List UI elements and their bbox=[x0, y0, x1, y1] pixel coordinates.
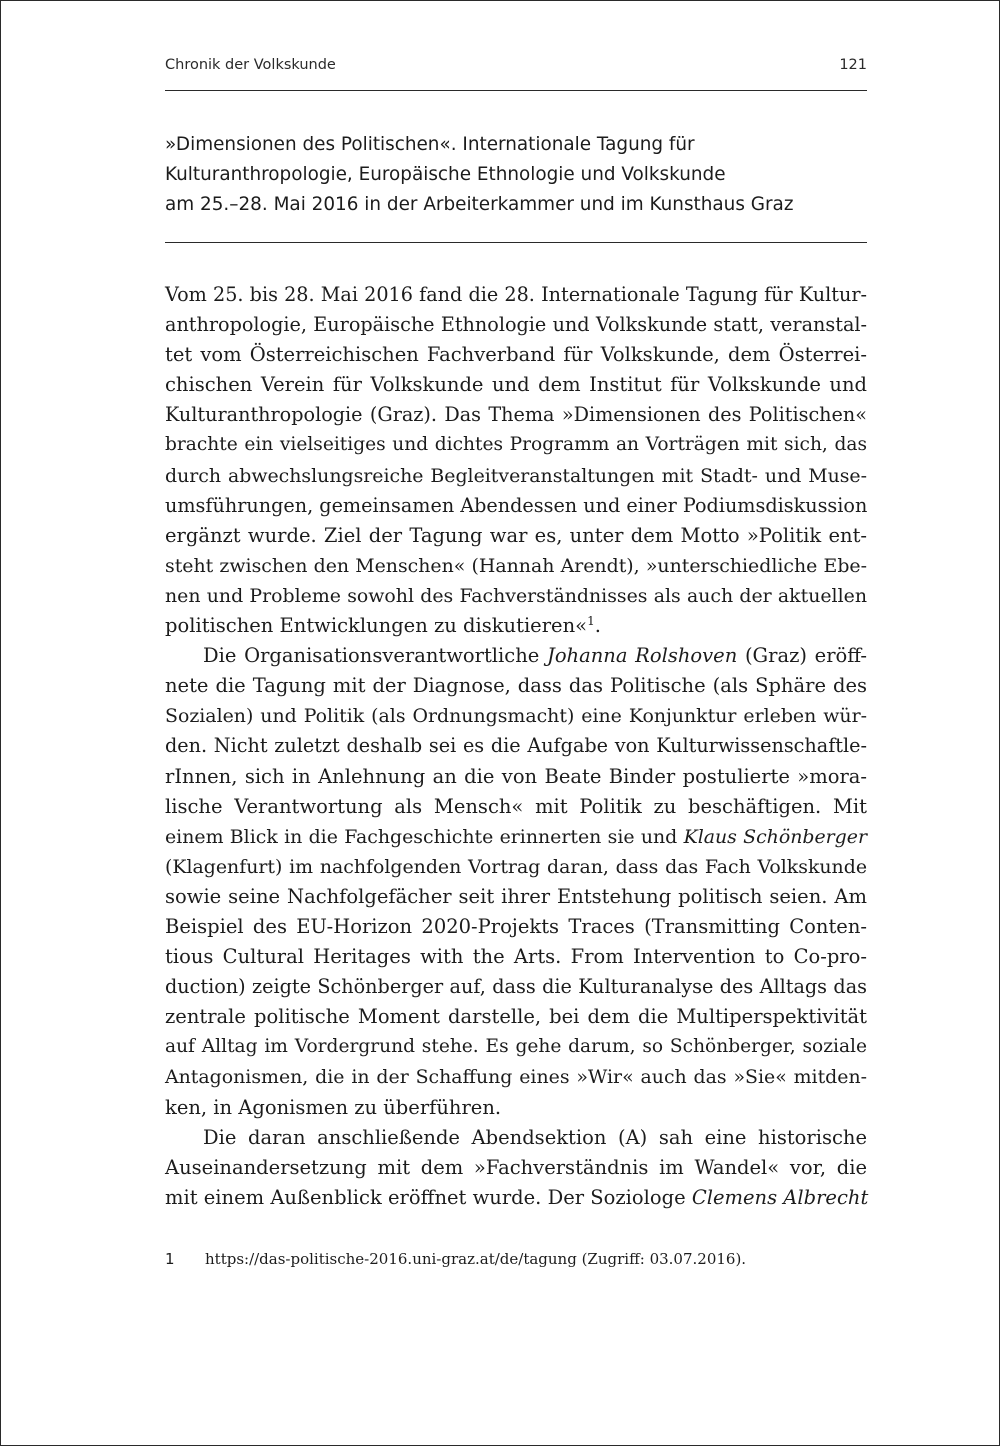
text-line: zentrale politische Moment darstelle, bei dem die Multiperspektivität bbox=[165, 1005, 867, 1029]
text-line: Sozialen) und Politik (als Ordnungsmacht) eine Konjunktur erleben wür- bbox=[165, 705, 867, 728]
text-line bbox=[165, 611, 867, 641]
text-line: auf Alltag im Vordergrund stehe. Es gehe darum, so Schönberger, soziale bbox=[165, 1036, 867, 1058]
text-line: steht zwischen den Menschen« (Hannah Arendt), »unterschiedliche Ebe- bbox=[165, 554, 867, 577]
text-line: nete die Tagung mit der Diagnose, dass das Politische (als Sphäre des bbox=[165, 674, 867, 698]
header-rule bbox=[165, 90, 867, 91]
text-line: duction) zeigte Schönberger auf, dass die Kulturanalyse des Alltags das bbox=[165, 975, 867, 999]
text-line bbox=[165, 641, 867, 671]
text-line: ken, in Agonismen zu überführen. bbox=[165, 1095, 502, 1119]
running-head bbox=[165, 57, 867, 73]
text-line: tious Cultural Heritages with the Arts. From Intervention to Co-pro- bbox=[165, 945, 867, 969]
title-line: am 25.–28. Mai 2016 in der Arbeiterkammer und im Kunsthaus Graz bbox=[165, 194, 794, 215]
title-line: Kulturanthropologie, Europäische Ethnologie und Volkskunde bbox=[165, 164, 726, 185]
text-run: einem Blick in die Fachgeschichte erinnerten sie und bbox=[165, 825, 684, 848]
text-line: Die daran anschließende Abendsektion (A) sah eine historische bbox=[203, 1125, 867, 1149]
text-line: chischen Verein für Volkskunde und dem Institut für Volkskunde und bbox=[165, 373, 867, 397]
footnote-number: 1 bbox=[165, 1250, 175, 1268]
text-line: anthropologie, Europäische Ethnologie und Volkskunde statt, veranstal- bbox=[165, 313, 867, 337]
text-line bbox=[165, 1183, 867, 1213]
text-line: sowie seine Nachfolgefächer seit ihrer Entstehung politisch seien. Am bbox=[165, 884, 867, 908]
text-line: ergänzt wurde. Ziel der Tagung war es, unter dem Motto »Politik ent- bbox=[165, 523, 867, 547]
text-line: Antagonismen, die in der Schaffung eines »Wir« auch das »Sie« mitden- bbox=[165, 1066, 867, 1089]
text-line: nen und Probleme sowohl des Fachverständnisses als auch der aktuellen bbox=[165, 584, 867, 607]
text-run: mit einem Außenblick eröffnet wurde. Der Soziologe bbox=[165, 1185, 692, 1209]
text-line: tet vom Österreichischen Fachverband für Volkskunde, dem Österrei- bbox=[165, 343, 867, 367]
text-run: . bbox=[594, 614, 601, 638]
title-rule bbox=[165, 242, 867, 243]
text-line: Auseinandersetzung mit dem »Fachverständnis im Wandel« vor, die bbox=[165, 1155, 867, 1179]
page-number: 121 bbox=[839, 57, 867, 73]
text-run: Die Organisationsverantwortliche bbox=[203, 644, 547, 668]
text-line: Vom 25. bis 28. Mai 2016 fand die 28. Internationale Tagung für Kultur- bbox=[165, 283, 867, 306]
footnote-reference: 1 bbox=[587, 614, 595, 629]
title-line: »Dimensionen des Politischen«. Internationale Tagung für bbox=[165, 134, 695, 155]
text-line: rInnen, sich in Anlehnung an die von Beate Binder postulierte »mora- bbox=[165, 764, 867, 788]
person-name: Johanna Rolshoven bbox=[547, 644, 738, 668]
text-line: den. Nicht zuletzt deshalb sei es die Aufgabe von Kulturwissenschaftle- bbox=[165, 734, 867, 758]
article-title bbox=[165, 130, 867, 220]
running-title: Chronik der Volkskunde bbox=[165, 57, 336, 73]
text-line: Beispiel des EU-Horizon 2020-Projekts Traces (Transmitting Conten- bbox=[165, 914, 867, 938]
person-name: Clemens Albrecht bbox=[691, 1185, 869, 1209]
text-line: lische Verantwortung als Mensch« mit Politik zu beschäftigen. Mit bbox=[165, 794, 867, 818]
person-name: Klaus Schönberger bbox=[683, 825, 867, 848]
text-line: Kulturanthropologie (Graz). Das Thema »Dimensionen des Politischen« bbox=[165, 403, 867, 427]
body-text bbox=[165, 280, 867, 1213]
text-line: brachte ein vielseitiges und dichtes Programm an Vorträgen mit sich, das bbox=[165, 434, 867, 456]
footnote-text: https://das-politische-2016.uni-graz.at/de/tagung (Zugriff: 03.07.2016). bbox=[205, 1250, 747, 1268]
text-run: (Graz) eröff- bbox=[737, 644, 868, 668]
text-line: umsführungen, gemeinsamen Abendessen und einer Podiumsdiskussion bbox=[165, 493, 868, 517]
text-run: politischen Entwicklungen zu diskutieren« bbox=[165, 614, 588, 638]
text-line: (Klagenfurt) im nachfolgenden Vortrag daran, dass das Fach Volkskunde bbox=[165, 855, 867, 878]
text-line: durch abwechslungsreiche Begleitveranstaltungen mit Stadt- und Muse- bbox=[165, 464, 867, 487]
text-line bbox=[165, 822, 867, 852]
